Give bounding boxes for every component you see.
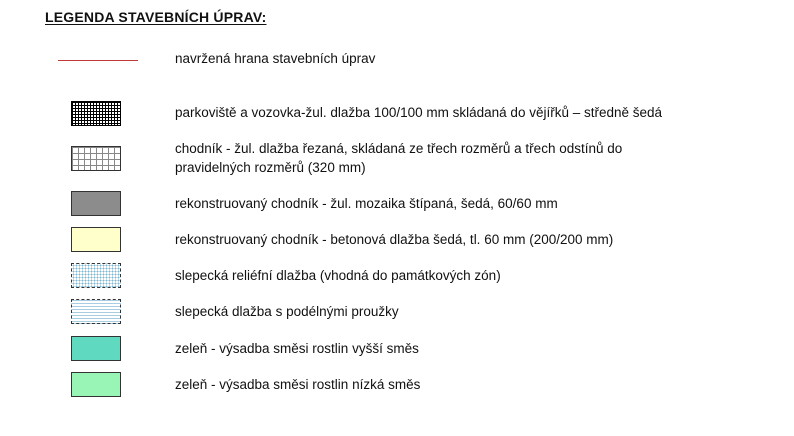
teal-swatch — [71, 336, 121, 361]
legend-label-concrete-paving: rekonstruovaný chodník - betonová dlažba šedá, tl. 60 mm (200/200 mm) — [175, 232, 614, 247]
legend-label-tactile-stripes: slepecká dlažba s podélnými proužky — [175, 304, 399, 319]
sparse-grid-swatch — [71, 146, 121, 171]
striped-blue-swatch — [71, 299, 121, 324]
dense-grid-swatch — [71, 101, 121, 126]
legend-label-proposed-edge: navržená hrana stavebních úprav — [175, 51, 376, 66]
red-line-symbol — [58, 60, 138, 61]
legend-label-granite-mosaic: rekonstruovaný chodník - žul. mozaika štípaná, šedá, 60/60 mm — [175, 196, 558, 211]
legend-title: LEGENDA STAVEBNÍCH ÚPRAV: — [45, 9, 267, 25]
legend-label-tactile-relief: slepecká reliéfní dlažba (vhodná do památkových zón) — [175, 268, 501, 283]
legend-label-sidewalk-line1: chodník - žul. dlažba řezaná, skládaná ze třech rozměrů a třech odstínů do — [175, 141, 623, 156]
legend-label-greenery-low: zeleň - výsadba směsi rostlin nízká směs — [175, 377, 421, 392]
legend-label-greenery-high: zeleň - výsadba směsi rostlin vyšší směs — [175, 341, 419, 356]
legend-label-sidewalk-line2: pravidelných rozměrů (320 mm) — [175, 160, 366, 175]
beige-swatch — [71, 227, 121, 252]
mint-swatch — [71, 372, 121, 397]
gray-swatch — [71, 191, 121, 216]
legend-label-parking: parkoviště a vozovka-žul. dlažba 100/100 mm skládaná do vějířků – středně šedá — [175, 105, 663, 120]
dotted-blue-swatch — [71, 263, 121, 288]
